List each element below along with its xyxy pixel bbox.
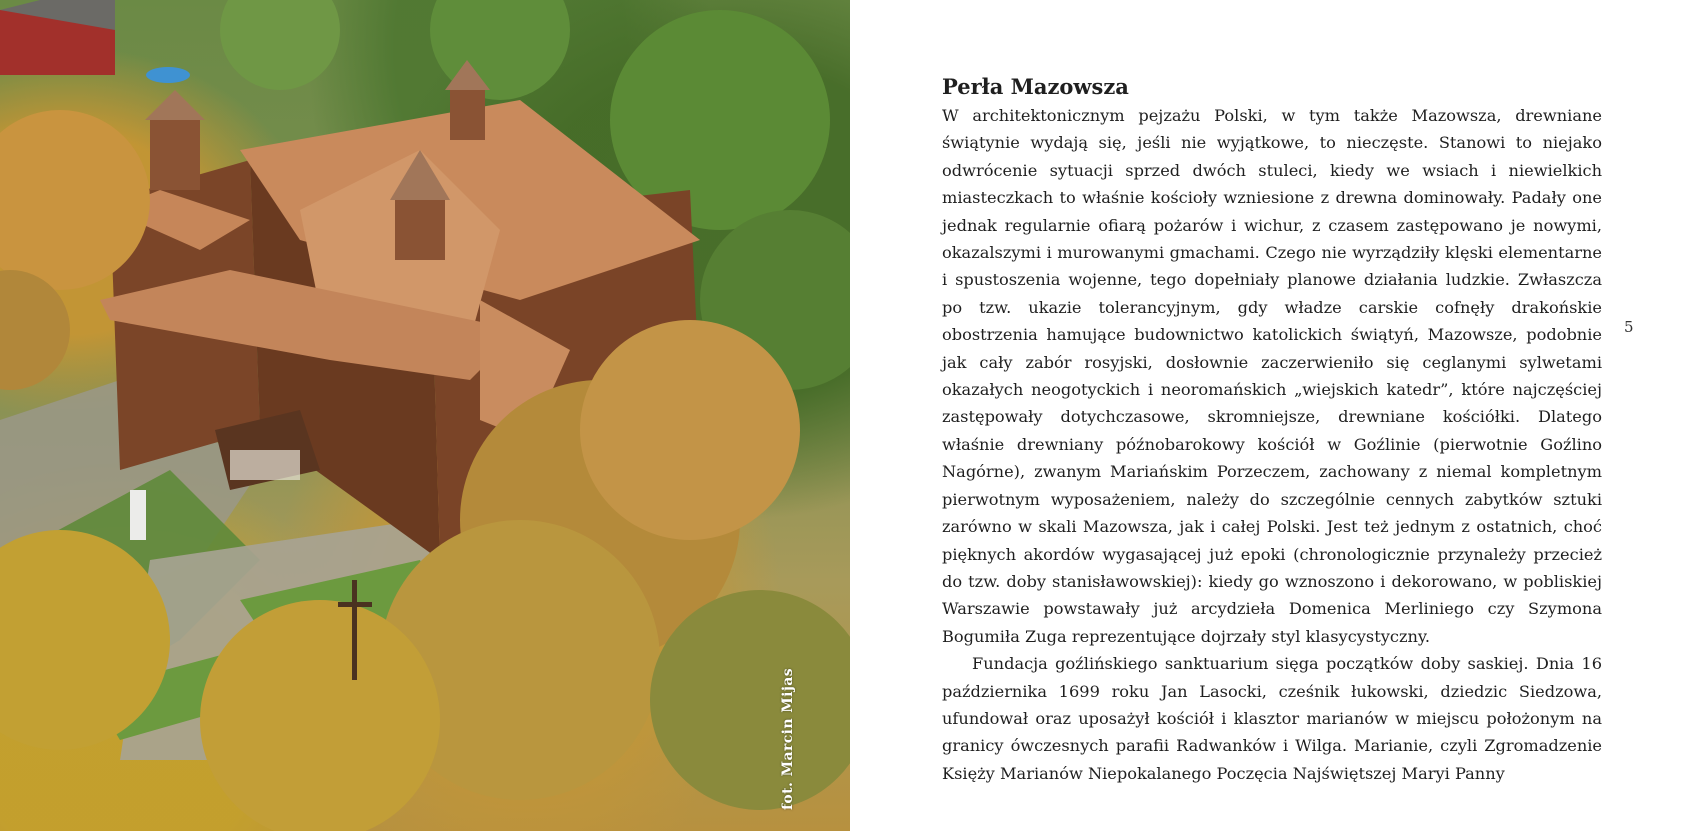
article-paragraph-1: W architektonicznym pejzażu Polski, w tym także Mazowsza, drewniane świątynie wydają się, jeśli nie wyjątkowe, to nieczęste. Stanowi to niejako odwrócenie sytuacji sprzed dwóch stuleci, kiedy we wsiach i niewielkich miasteczkach to właśnie kościoły wzniesione z drewna dominowały. Padały one jednak regularnie ofiarą pożarów i wichur, z czasem zastępowano je nowymi, okazalszymi i murowanymi gmachami. Czego nie wyrządziły klęski elementarne i spustoszenia wojenne, tego dopełniały planowe działania ludzkie. Zwłaszcza po tzw. ukazie tolerancyjnym, gdy władze carskie cofnęły drakońskie obostrzenia hamujące budownictwo katolickich świątyń, Mazowsze, podobnie jak cały zabór rosyjski, dosłownie zaczerwieniło się ceglanymi sylwetami okazałych neogotyckich i neoromańskich „wiejskich katedr”, które najczęściej zastępowały dotychczasowe, skromniejsze, drewniane kościółki. Dlatego właśnie drewniany późnobarokowy kościół w Goźlinie (pierwotnie Goźlino Nagórne), zwanym Mariańskim Porzeczem, zachowany z niemal kompletnym pierwotnym wyposażeniem, należy do szczególnie cennych zabytków sztuki zarówno w skali Mazowsza, jak i całej Polski. Jest też jednym z ostatnich, choć pięknych akordów wygasającej już epoki (chronologicznie przynależy przecież do tzw. doby stanisławowskiej): kiedy go wznoszono i dekorowano, w pobliskiej Warszawie powstawały już arcydzieła Domenica Merliniego czy Szymona Bogumiła Zuga reprezentujące dojrzały styl klasycystyczny. bbox=[942, 106, 1602, 646]
page-number: 5 bbox=[1624, 318, 1634, 336]
article-body bbox=[942, 72, 1602, 787]
photo-credit: fot. Marcin Mijas bbox=[780, 667, 796, 810]
article-heading: Perła Mazowsza bbox=[942, 74, 1129, 99]
article-paragraph-2: Fundacja goźlińskiego sanktuarium sięga początków doby saskiej. Dnia 16 października 1699 roku Jan Lasocki, cześnik łukowski, dziedzic Siedzowa, ufundował oraz uposażył kościół i klasztor marianów w miejscu położonym na granicy ówczesnych parafii Radwanków i Wilga. Marianie, czyli Zgromadzenie Księży Marianów Niepokalanego Poczęcia Najświętszej Maryi Panny bbox=[942, 654, 1602, 783]
